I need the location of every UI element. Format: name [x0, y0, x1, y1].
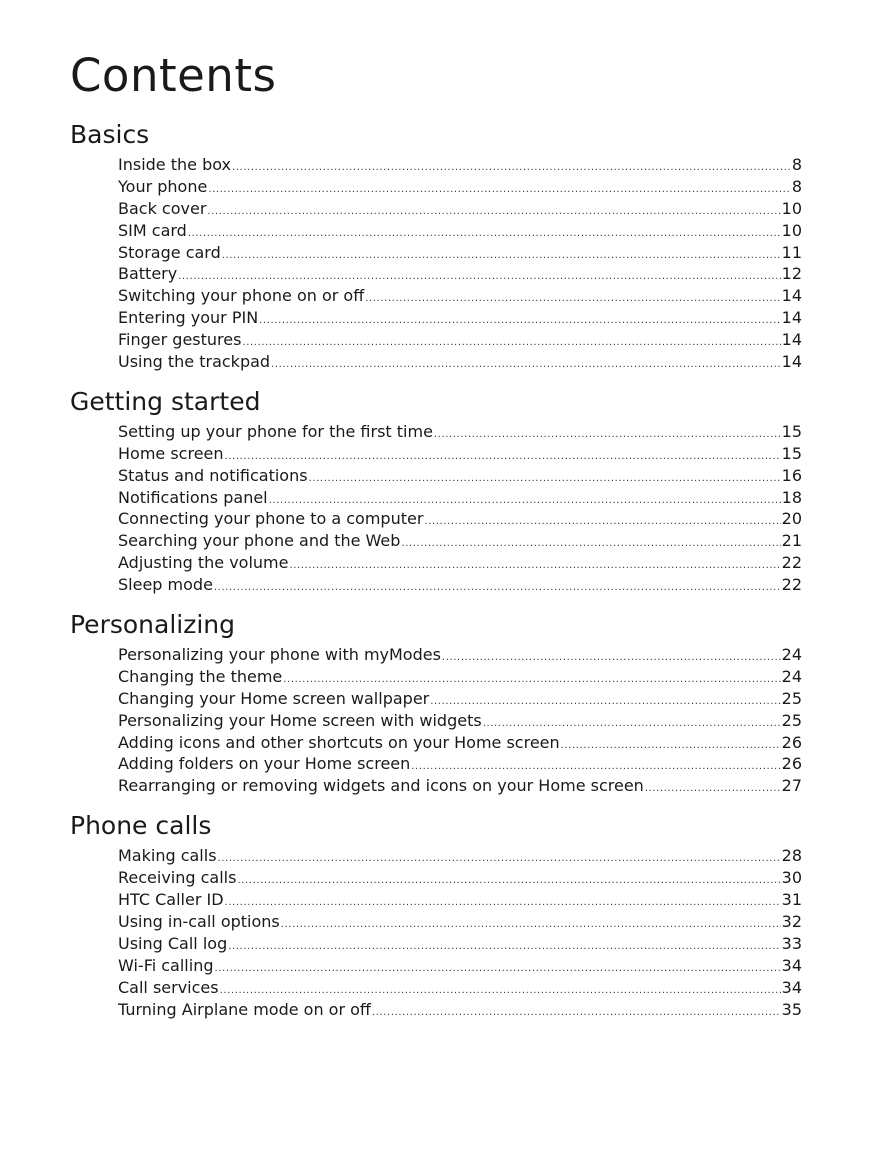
- toc-entry-page-number[interactable]: 26: [781, 754, 802, 774]
- dot-leader: [207, 201, 780, 223]
- toc-entry-page-number[interactable]: 27: [781, 776, 802, 796]
- toc-entry[interactable]: [118, 220, 802, 242]
- toc-entry-list: [70, 154, 802, 373]
- dot-leader: [365, 288, 780, 310]
- toc-entry[interactable]: [118, 753, 802, 775]
- toc-entry[interactable]: [118, 421, 802, 443]
- toc-entry[interactable]: [118, 242, 802, 264]
- toc-entry[interactable]: [118, 508, 802, 530]
- dot-leader: [401, 533, 780, 555]
- toc-entry[interactable]: [118, 552, 802, 574]
- toc-entry[interactable]: [118, 644, 802, 666]
- toc-entry[interactable]: [118, 198, 802, 220]
- toc-section: [70, 610, 802, 797]
- toc-entry-page-number[interactable]: 22: [781, 575, 802, 595]
- toc-entry-page-number[interactable]: 10: [781, 220, 802, 240]
- toc-entry[interactable]: [118, 574, 802, 596]
- toc-entry-label[interactable]: Storage card: [118, 242, 221, 262]
- toc-entry-label[interactable]: Changing the theme: [118, 666, 283, 686]
- toc-entry-page-number[interactable]: 24: [781, 666, 802, 686]
- toc-entry-page-number[interactable]: 14: [781, 308, 802, 328]
- toc-entry-page-number[interactable]: 32: [781, 911, 802, 931]
- dot-leader: [225, 446, 781, 468]
- toc-entry-page-number[interactable]: 26: [781, 732, 802, 752]
- dot-leader: [237, 870, 780, 892]
- toc-entry[interactable]: [118, 845, 802, 867]
- toc-entry-page-number[interactable]: 31: [781, 890, 802, 910]
- dot-leader: [372, 1002, 781, 1024]
- toc-entry-page-number[interactable]: 25: [781, 688, 802, 708]
- dot-leader: [424, 511, 780, 533]
- toc-entry-label[interactable]: Personalizing your Home screen with widgets: [118, 710, 482, 730]
- toc-entry[interactable]: [118, 154, 802, 176]
- toc-entry-page-number[interactable]: 16: [781, 465, 802, 485]
- toc-entry[interactable]: [118, 530, 802, 552]
- toc-entry-page-number[interactable]: 35: [781, 999, 802, 1019]
- dot-leader: [309, 468, 781, 490]
- toc-entry[interactable]: [118, 710, 802, 732]
- toc-entry[interactable]: [118, 176, 802, 198]
- toc-entry-label[interactable]: Switching your phone on or off: [118, 286, 365, 306]
- toc-entry-label[interactable]: SIM card: [118, 220, 187, 240]
- toc-entry-label[interactable]: HTC Caller ID: [118, 890, 224, 910]
- toc-entry-label[interactable]: Connecting your phone to a computer: [118, 509, 424, 529]
- dot-leader: [208, 179, 791, 201]
- section-title[interactable]: Getting started: [70, 386, 261, 416]
- toc-entry[interactable]: [118, 285, 802, 307]
- dot-leader: [242, 332, 780, 354]
- toc-entry-page-number[interactable]: 8: [791, 155, 802, 174]
- dot-leader: [430, 691, 780, 713]
- toc-entry-label[interactable]: Adding folders on your Home screen: [118, 754, 411, 774]
- toc-entry-list: [70, 845, 802, 1020]
- toc-entry-page-number[interactable]: 28: [781, 846, 802, 866]
- toc-entry[interactable]: [118, 867, 802, 889]
- contents-page: [70, 48, 802, 1034]
- toc-entry[interactable]: [118, 732, 802, 754]
- toc-entry-page-number[interactable]: 33: [781, 933, 802, 953]
- toc-entry[interactable]: [118, 329, 802, 351]
- toc-entry-label[interactable]: Your phone: [118, 176, 208, 196]
- toc-entry-page-number[interactable]: 25: [781, 710, 802, 730]
- dot-leader: [215, 958, 781, 980]
- toc-entry-label[interactable]: Battery: [118, 264, 178, 284]
- toc-entry-page-number[interactable]: 24: [781, 645, 802, 665]
- dot-leader: [232, 157, 791, 179]
- toc-entry-page-number[interactable]: 14: [781, 330, 802, 350]
- toc-entry-page-number[interactable]: 30: [781, 868, 802, 888]
- toc-entry-page-number[interactable]: 10: [781, 198, 802, 218]
- toc-entry-label[interactable]: Making calls: [118, 846, 217, 866]
- toc-section: [70, 387, 802, 596]
- dot-leader: [281, 914, 781, 936]
- toc-entry[interactable]: [118, 465, 802, 487]
- toc-entry-page-number[interactable]: 15: [781, 421, 802, 441]
- toc-section: [70, 811, 802, 1020]
- toc-entry[interactable]: [118, 955, 802, 977]
- dot-leader: [271, 354, 781, 376]
- dot-leader: [214, 577, 781, 599]
- toc-entry-label[interactable]: Using the trackpad: [118, 352, 271, 372]
- toc-entry-page-number[interactable]: 14: [781, 286, 802, 306]
- toc-entry-label[interactable]: Personalizing your phone with myModes: [118, 645, 441, 665]
- toc-entry-page-number[interactable]: 14: [781, 352, 802, 372]
- dot-leader: [442, 647, 781, 669]
- toc-entry-label[interactable]: Status and notifications: [118, 465, 308, 485]
- toc-entry[interactable]: [118, 351, 802, 373]
- toc-entry-label[interactable]: Sleep mode: [118, 575, 213, 595]
- section-title[interactable]: Phone calls: [70, 811, 212, 841]
- toc-entry[interactable]: [118, 666, 802, 688]
- toc-entry[interactable]: [118, 911, 802, 933]
- dot-leader: [188, 223, 781, 245]
- dot-leader: [228, 936, 780, 958]
- toc-entry-label[interactable]: Setting up your phone for the first time: [118, 421, 433, 441]
- toc-entry-label[interactable]: Rearranging or removing widgets and icons on your Home screen: [118, 776, 644, 796]
- toc-entry-label[interactable]: Turning Airplane mode on or off: [118, 999, 371, 1019]
- toc-entry-label[interactable]: Wi-Fi calling: [118, 955, 214, 975]
- toc-entry[interactable]: [118, 977, 802, 999]
- toc-entry-label[interactable]: Changing your Home screen wallpaper: [118, 688, 430, 708]
- toc-entry-label[interactable]: Inside the box: [118, 155, 231, 174]
- dot-leader: [434, 424, 781, 446]
- toc-entry-page-number[interactable]: 18: [781, 487, 802, 507]
- toc-entry[interactable]: [118, 263, 802, 285]
- section-title[interactable]: Basics: [70, 120, 150, 149]
- toc-entry-label[interactable]: Notifications panel: [118, 487, 268, 507]
- toc-entry-label[interactable]: Entering your PIN: [118, 308, 259, 328]
- dot-leader: [222, 245, 781, 267]
- toc-entry-label[interactable]: Receiving calls: [118, 868, 237, 888]
- dot-leader: [645, 778, 781, 800]
- dot-leader: [259, 310, 780, 332]
- toc-entry-page-number[interactable]: 34: [781, 977, 802, 997]
- toc-entry[interactable]: [118, 775, 802, 797]
- dot-leader: [225, 892, 781, 914]
- dot-leader: [289, 555, 780, 577]
- toc-entry-label[interactable]: Using Call log: [118, 933, 228, 953]
- toc-entry[interactable]: [118, 933, 802, 955]
- toc-entry-list: [70, 644, 802, 797]
- toc-entry-label[interactable]: Finger gestures: [118, 330, 242, 350]
- toc-section: [70, 120, 802, 373]
- toc-entry-label[interactable]: Adjusting the volume: [118, 553, 289, 573]
- toc-entry[interactable]: [118, 443, 802, 465]
- toc-entry[interactable]: [118, 999, 802, 1021]
- toc-entry-page-number[interactable]: 21: [781, 531, 802, 551]
- toc-entry[interactable]: [118, 688, 802, 710]
- toc-entry-page-number[interactable]: 12: [781, 264, 802, 284]
- toc-entry-label[interactable]: Call services: [118, 977, 219, 997]
- dot-leader: [218, 848, 781, 870]
- toc-entry-page-number[interactable]: 15: [781, 443, 802, 463]
- toc-entry-page-number[interactable]: 11: [781, 242, 802, 262]
- toc-entry-label[interactable]: Adding icons and other shortcuts on your Home screen: [118, 732, 560, 752]
- toc-entry[interactable]: [118, 487, 802, 509]
- toc-entry-page-number[interactable]: 20: [781, 509, 802, 529]
- toc-entry-page-number[interactable]: 8: [791, 176, 802, 196]
- dot-leader: [561, 735, 781, 757]
- toc-entry-label[interactable]: Using in-call options: [118, 911, 280, 931]
- page-title: Contents: [70, 49, 277, 102]
- toc-entry-label[interactable]: Searching your phone and the Web: [118, 531, 401, 551]
- toc-entry[interactable]: [118, 889, 802, 911]
- toc-entry[interactable]: [118, 307, 802, 329]
- toc-entry-list: [70, 421, 802, 596]
- section-title[interactable]: Personalizing: [70, 610, 236, 640]
- toc-entry-page-number[interactable]: 22: [781, 553, 802, 573]
- toc-sections: [70, 120, 802, 1020]
- toc-entry-label[interactable]: Home screen: [118, 443, 224, 463]
- toc-entry-label[interactable]: Back cover: [118, 198, 207, 218]
- toc-entry-page-number[interactable]: 34: [781, 955, 802, 975]
